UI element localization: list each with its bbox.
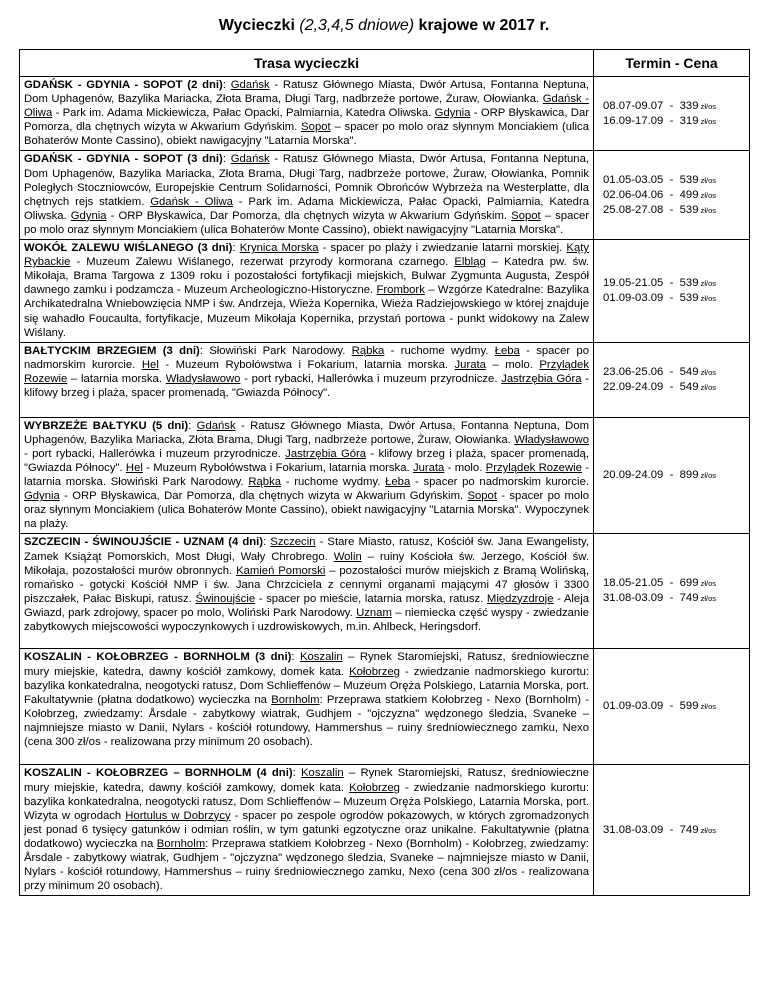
term-currency: zł/os bbox=[698, 116, 717, 126]
term-separator: - bbox=[663, 700, 680, 713]
tour-text: - ruchome wydmy. bbox=[384, 344, 495, 357]
tour-name: SZCZECIN - ŚWINOUJŚCIE - UZNAM (4 dni) bbox=[24, 536, 264, 549]
tour-description bbox=[20, 151, 594, 240]
term-line bbox=[603, 291, 749, 306]
term-line bbox=[603, 365, 749, 380]
tour-text: - Stare Miasto, ratusz, Kościół św. Jana Ewangelisty, Zamek Książąt Pomorskich, Most Długi, Wały Chrobrego. bbox=[24, 536, 589, 563]
place-name: Przylądek Rozewie bbox=[24, 358, 589, 385]
term-dates: 08.07-09.07 bbox=[603, 99, 664, 112]
place-name: Kołobrzeg bbox=[349, 781, 400, 794]
tour-text: – pozostałości murów miejskich z Bramą Wolińską, romańsko - gotycki Kościół NMP i św. Jana Chrzciciela z cennymi organami mającymi 47 głosów i 3300 piszczałek, Pałac Biskupi, ratusz. bbox=[24, 564, 589, 605]
tour-name: KOSZALIN - KOŁOBRZEG – BORNHOLM (4 dni) bbox=[24, 767, 293, 780]
place-name: Szczecin bbox=[270, 536, 316, 549]
term-dates: 25.08-27.08 bbox=[603, 203, 664, 216]
place-name: Gdynia bbox=[434, 107, 471, 120]
tour-text: - Ratusz Głównego Miasta, Dwór Artusa, Fontanna Neptuna, Dom Uphagenów, Bazylika Mariacka, Złota Brama, Długi Targ, nadbrzeże portowe, Żuraw, Ołowianka, Pomnik Poległych Stoczniowców, Europejskie Centrum Solidarności, Pomnik Obrońców Wybrzeża na Westerplatte, dla chętnych rejs statkiem. bbox=[24, 153, 589, 208]
place-name: Rąbka bbox=[248, 476, 282, 489]
place-name: Sopot bbox=[511, 209, 541, 222]
place-name: Świnoujście bbox=[195, 592, 256, 605]
tour-text: : bbox=[188, 419, 197, 432]
tours-table bbox=[19, 49, 750, 896]
place-name: Hortulus w Dobrzycy bbox=[125, 809, 231, 822]
term-separator: - bbox=[663, 380, 680, 393]
place-name: Kamień Pomorski bbox=[236, 564, 326, 577]
tour-text: : bbox=[292, 767, 301, 780]
place-name: Gdańsk bbox=[196, 419, 236, 432]
term-price: 749 bbox=[679, 823, 699, 836]
tour-name: KOSZALIN - KOŁOBRZEG - BORNHOLM (3 dni) bbox=[24, 651, 292, 664]
term-currency: zł/os bbox=[698, 594, 717, 604]
place-name: Gdańsk - Oliwa bbox=[24, 93, 589, 120]
term-price: 539 bbox=[679, 291, 699, 304]
place-name: Władysławowo bbox=[165, 372, 241, 385]
term-line bbox=[603, 380, 749, 395]
tours-table-body bbox=[20, 77, 750, 896]
term-separator: - bbox=[663, 291, 680, 304]
term-line bbox=[603, 99, 749, 114]
term-currency: zł/os bbox=[698, 175, 717, 185]
term-separator: - bbox=[663, 365, 680, 378]
place-name: Jastrzębia Góra bbox=[285, 447, 367, 460]
tour-text: - Muzeum Rybołówstwa i Fokarium, latarnia morska. bbox=[142, 461, 413, 474]
term-column-header: Termin - Cena bbox=[594, 50, 750, 77]
tour-text: - zwiedzanie nadmorskiego kurortu: bazylika konkatedralna, neogotycki ratusz, Dom Schlieffenów – Muzeum Oręża Polskiego, Latarnia Morska, port. Wizyta w ogrodach bbox=[24, 781, 590, 822]
term-line bbox=[603, 823, 749, 838]
tour-text: - Park im. Adama Mickiewicza, Pałac Opacki, Palmiarnia, Katedra Oliwska. bbox=[24, 195, 589, 222]
term-separator: - bbox=[663, 173, 680, 186]
place-name: Międzyzdroje bbox=[486, 592, 554, 605]
term-separator: - bbox=[663, 592, 680, 605]
term-currency: zł/os bbox=[698, 702, 717, 712]
tour-description bbox=[20, 417, 594, 534]
place-name: Bornholm bbox=[156, 837, 206, 850]
term-line bbox=[603, 173, 749, 188]
place-name: Władysławowo bbox=[514, 433, 589, 446]
term-currency: zł/os bbox=[698, 293, 717, 303]
term-separator: - bbox=[663, 188, 680, 201]
route-column-header: Trasa wycieczki bbox=[20, 50, 594, 77]
place-name: Hel bbox=[125, 461, 143, 474]
tour-text: – Wzgórze Katedralne: Bazylika Archikatedralna Wniebowzięcia NMP i św. Andrzeja, Wieża Kopernika, Wieża Radziejowskiego w której znajduje się wahadło Foucaulta, fortyfikacje, Muzeum Mikołaja Kopernika, przystań portowa - punkt widokowy na Zalew Wiślany. bbox=[24, 284, 589, 339]
term-separator: - bbox=[663, 203, 680, 216]
term-line bbox=[603, 468, 749, 483]
term-separator: - bbox=[663, 114, 680, 127]
tour-text: - Ratusz Głównego Miasta, Dwór Artusa, Fontanna Neptuna, Dom Uphagenów, Bazylika Mariacka, Złota Brama, Długi Targ, nadbrzeże portowe, Żuraw, Ołowianka. bbox=[24, 79, 589, 106]
tour-text: : bbox=[222, 153, 231, 166]
tour-name: WOKÓŁ ZALEWU WIŚLANEGO (3 dni) bbox=[24, 242, 233, 255]
term-line bbox=[603, 576, 749, 591]
place-name: Łeba bbox=[494, 344, 520, 357]
term-currency: zł/os bbox=[698, 101, 717, 111]
tour-text: - port rybacki, Hallerówka i muzeum przyrodnicze. bbox=[24, 447, 286, 460]
table-row bbox=[20, 534, 750, 649]
term-line bbox=[603, 114, 749, 129]
tour-name: WYBRZEŻE BAŁTYKU (5 dni) bbox=[24, 419, 189, 432]
term-price: 549 bbox=[679, 365, 699, 378]
title-days: (2,3,4,5 dniowe) bbox=[299, 17, 415, 34]
place-name: Uznam bbox=[356, 606, 392, 619]
tour-text: - spacer po nadmorskim kurorcie. bbox=[24, 344, 589, 371]
term-price: 899 bbox=[679, 469, 699, 482]
term-separator: - bbox=[663, 99, 680, 112]
tour-text: – niemiecka część wyspy - zwiedzanie zabytkowych miejscowości wypoczynkowych i uzdrowiskowych, m.in. Ahlbeck, Heringsdorf. bbox=[24, 606, 589, 633]
tour-text: – Katedra pw. św. Mikołaja, Brama Targowa z 1309 roku i pozostałości fortyfikacji miejskich, Bulwar Zygmunta Augusta, Zespół dawnego zamku i podzamcza - Muzeum Archeologiczno-Historyczne. bbox=[24, 256, 590, 297]
term-price: 749 bbox=[679, 592, 699, 605]
tour-text: - Aleja Gwiazd, park zdrojowy, spacer po molo, Woliński Park Narodowy. bbox=[24, 592, 589, 619]
table-row bbox=[20, 417, 750, 534]
place-name: Koszalin bbox=[299, 651, 343, 664]
place-name: Przylądek Rozewie bbox=[485, 461, 582, 474]
place-name: Kąty Rybackie bbox=[24, 242, 590, 269]
term-separator: - bbox=[663, 823, 680, 836]
term-line bbox=[603, 699, 749, 714]
tour-text: – Rynek Staromiejski, Ratusz, średniowieczne mury miejskie, katedra, dawny kościół zamkowy, domek kata. bbox=[24, 651, 589, 678]
term-line bbox=[603, 591, 749, 606]
term-line bbox=[603, 203, 749, 218]
tour-terms bbox=[594, 417, 750, 534]
tour-terms bbox=[594, 151, 750, 240]
tour-terms bbox=[594, 240, 750, 343]
table-header-row bbox=[20, 50, 750, 77]
tour-text: - Ratusz Głównego Miasta, Dwór Artusa, Fontanna Neptuna, Dom Uphagenów, Bazylika Mariacka, Złota Brama, Długi Targ, nadbrzeże portowe, Żuraw, Ołowianka. bbox=[24, 419, 589, 446]
term-separator: - bbox=[663, 276, 680, 289]
title-main: Wycieczki bbox=[218, 17, 295, 34]
term-currency: zł/os bbox=[698, 367, 717, 377]
tour-terms bbox=[594, 649, 750, 765]
term-price: 319 bbox=[679, 114, 699, 127]
tour-text: – molo. bbox=[485, 358, 540, 371]
term-line bbox=[603, 276, 749, 291]
tour-text: : bbox=[232, 242, 240, 255]
term-price: 539 bbox=[679, 173, 699, 186]
term-dates: 22.09-24.09 bbox=[603, 380, 664, 393]
tour-description bbox=[20, 534, 594, 649]
page-title bbox=[0, 16, 768, 36]
title-rest: krajowe w 2017 r. bbox=[418, 17, 550, 34]
tour-name: BAŁTYCKIM BRZEGIEM (3 dni) bbox=[24, 344, 200, 357]
table-row bbox=[20, 77, 750, 151]
tour-description bbox=[20, 649, 594, 765]
tour-text: - Park im. Adama Mickiewicza, Pałac Opacki, Palmiarnia, Katedra Oliwska. bbox=[52, 107, 435, 120]
tour-text: – ruiny Kościoła św. Jerzego, Kościół św. Mikołaja, pozostałości murów obronnych. bbox=[24, 550, 589, 577]
term-separator: - bbox=[663, 469, 680, 482]
term-line bbox=[603, 188, 749, 203]
place-name: Koszalin bbox=[301, 767, 344, 780]
tour-text: - spacer po molo oraz słynnym Monciakiem (ulica Bohaterów Monte Cassino), obiekt nawigacyjny "Latarnia Morska". Wypoczynek na plaży. bbox=[24, 490, 590, 531]
tour-text: – latarnia morska. bbox=[67, 372, 166, 385]
tour-name: GDAŃSK - GDYNIA - SOPOT (2 dni) bbox=[24, 79, 223, 91]
place-name: Jurata bbox=[454, 358, 486, 371]
place-name: Gdańsk bbox=[230, 79, 270, 91]
tour-text: - spacer po nadmorskim kurorcie. bbox=[410, 476, 589, 489]
tour-description bbox=[20, 240, 594, 343]
place-name: Gdynia bbox=[24, 490, 60, 503]
tour-text: : Słowiński Park Narodowy. bbox=[199, 344, 352, 357]
tour-text: – Rynek Staromiejski, Ratusz, średniowieczne mury miejskie, katedra, dawny kościół zamkowy, domek kata. bbox=[24, 767, 589, 794]
place-name: Jurata bbox=[412, 461, 445, 474]
tour-description bbox=[20, 765, 594, 896]
place-name: Gdańsk - Oliwa bbox=[150, 195, 233, 208]
term-price: 539 bbox=[679, 276, 699, 289]
term-separator: - bbox=[663, 577, 680, 590]
table-row bbox=[20, 151, 750, 240]
term-price: 339 bbox=[679, 99, 699, 112]
place-name: Bornholm bbox=[271, 693, 320, 706]
tour-name: GDAŃSK - GDYNIA - SOPOT (3 dni) bbox=[24, 153, 223, 166]
term-dates: 31.08-03.09 bbox=[603, 592, 664, 605]
table-row bbox=[20, 240, 750, 343]
term-currency: zł/os bbox=[698, 825, 717, 835]
tour-terms bbox=[594, 77, 750, 151]
term-dates: 02.06-04.06 bbox=[603, 188, 664, 201]
tour-terms bbox=[594, 765, 750, 896]
term-dates: 01.05-03.05 bbox=[603, 173, 664, 186]
tour-text: - spacer po plaży i zwiedzanie latarni morskiej. bbox=[318, 242, 567, 255]
tour-text: - latarnia morska. Słowiński Park Narodowy. bbox=[24, 461, 589, 489]
place-name: Frombork bbox=[376, 284, 425, 297]
term-currency: zł/os bbox=[698, 579, 717, 589]
table-row bbox=[20, 765, 750, 896]
tour-text: - ORP Błyskawica, Dar Pomorza, dla chętnych wizyta w Akwarium Gdyńskim. bbox=[24, 107, 589, 134]
tour-terms bbox=[594, 534, 750, 649]
tour-text: - spacer po zespole ogrodów pokazowych, w których zgromadzonych jest ponad 6 tysięcy gatunków i odmian roślin, w tym gatunki egzotyczne oraz unikalne. Fakultatywnie (płatna dodatkowo) wycieczka na bbox=[24, 809, 590, 850]
tour-text: - ORP Błyskawica, Dar Pomorza, dla chętnych wizyta w Akwarium Gdyńskim. bbox=[106, 209, 512, 222]
term-currency: zł/os bbox=[698, 190, 717, 200]
term-dates: 01.09-03.09 bbox=[603, 291, 664, 304]
term-currency: zł/os bbox=[698, 382, 717, 392]
place-name: Elbląg bbox=[454, 256, 486, 269]
tour-text: - ruchome wydmy. bbox=[281, 476, 386, 489]
term-currency: zł/os bbox=[698, 278, 717, 288]
term-price: 549 bbox=[679, 380, 699, 393]
tour-terms bbox=[594, 342, 750, 417]
term-price: 599 bbox=[679, 700, 699, 713]
term-price: 699 bbox=[679, 577, 699, 590]
tour-description bbox=[20, 342, 594, 417]
place-name: Wolin bbox=[333, 550, 362, 563]
tour-text: : bbox=[263, 536, 271, 549]
tour-text: - zwiedzanie nadmorskiego kurortu: bazylika konkatedralna, neogotycki ratusz, Dom Schlieffenów – Muzeum Oręża Polskiego, Latarnia Morska, port. Fakultatywnie (płatna dodatkowo) wycieczka na bbox=[24, 665, 590, 706]
table-row bbox=[20, 649, 750, 765]
table-row bbox=[20, 342, 750, 417]
place-name: Krynica Morska bbox=[239, 242, 319, 255]
place-name: Kołobrzeg bbox=[349, 665, 400, 678]
term-currency: zł/os bbox=[698, 471, 717, 481]
tour-text: - klifowy brzeg i plaża, spacer promenadą, "Gwiazda Północy". bbox=[24, 372, 589, 399]
place-name: Jastrzębia Góra bbox=[501, 372, 582, 385]
term-price: 539 bbox=[679, 203, 699, 216]
tour-text: – spacer po molo oraz słynnym Monciakiem (ulica Bohaterów Monte Cassino), obiekt nawigacyjny "Latarnia Morska". bbox=[24, 209, 590, 236]
tour-text: : Przeprawa statkiem Kołobrzeg - Nexo (Bornholm) - Kołobrzeg, zwiedzamy: Årsdale - zabytkowy wiatrak, Gudhjem - "ojczyzna" wędzonego śledzia, Svaneke – najmniejsze miasto w Danii, Nylars - kościół rotundowy, Hammershus – ruiny średniowiecznego zamku, Nexo (cena 300 zł/os - realizowana przy minimum 20 osobach). bbox=[24, 693, 589, 748]
place-name: Hel bbox=[141, 358, 159, 371]
term-dates: 20.09-24.09 bbox=[603, 469, 664, 482]
term-dates: 18.05-21.05 bbox=[603, 577, 664, 590]
tour-text: - Muzeum Rybołówstwa i Fokarium, latarnia morska. bbox=[158, 358, 455, 371]
place-name: Rąbka bbox=[351, 344, 385, 357]
term-dates: 01.09-03.09 bbox=[603, 700, 664, 713]
tour-text: – spacer po molo oraz słynnym Monciakiem (ulica Bohaterów Monte Cassino), obiekt nawigacyjny "Latarnia Morska". bbox=[24, 121, 589, 148]
place-name: Gdynia bbox=[70, 209, 107, 222]
term-currency: zł/os bbox=[698, 205, 717, 215]
tour-text: : Przeprawa statkiem Kołobrzeg - Nexo (Bornholm) - Kołobrzeg, zwiedzamy: Årsdale - zabytkowy wiatrak, Gudhjem - "ojczyzna" wędzonego śledzia, Svaneke – najmniejsze miasto w Danii, Nylars - kościół rotundowy, Hammershus – ruiny średniowiecznego zamku, Nexo (cena 300 zł/os - realizowana przy minimum 20 osobach). bbox=[24, 837, 589, 893]
place-name: Sopot bbox=[301, 121, 331, 134]
tour-text: - spacer po mieście, latarnia morska, ratusz. bbox=[255, 592, 487, 605]
term-dates: 23.06-25.06 bbox=[603, 365, 664, 378]
place-name: Sopot bbox=[467, 490, 497, 503]
term-dates: 16.09-17.09 bbox=[603, 114, 664, 127]
term-dates: 31.08-03.09 bbox=[603, 823, 664, 836]
tour-description bbox=[20, 77, 594, 151]
tour-text: - molo. bbox=[444, 461, 486, 474]
tour-text: - Muzeum Zalewu Wiślanego, rezerwat przyrody kormorana czarnego. bbox=[70, 256, 455, 269]
tour-text: : bbox=[222, 79, 231, 91]
term-dates: 19.05-21.05 bbox=[603, 276, 664, 289]
tour-text: - ORP Błyskawica, Dar Pomorza, dla chętnych wizyta w Akwarium Gdyńskim. bbox=[59, 490, 468, 503]
tour-text: - port rybacki, Hallerówka i muzeum przyrodnicze. bbox=[240, 372, 502, 385]
place-name: Gdańsk bbox=[230, 153, 270, 166]
place-name: Łeba bbox=[385, 476, 411, 489]
term-price: 499 bbox=[679, 188, 699, 201]
tour-text: - klifowy brzeg i plaża, spacer promenadą, "Gwiazda Północy". bbox=[24, 447, 589, 474]
tour-text: : bbox=[291, 651, 300, 664]
